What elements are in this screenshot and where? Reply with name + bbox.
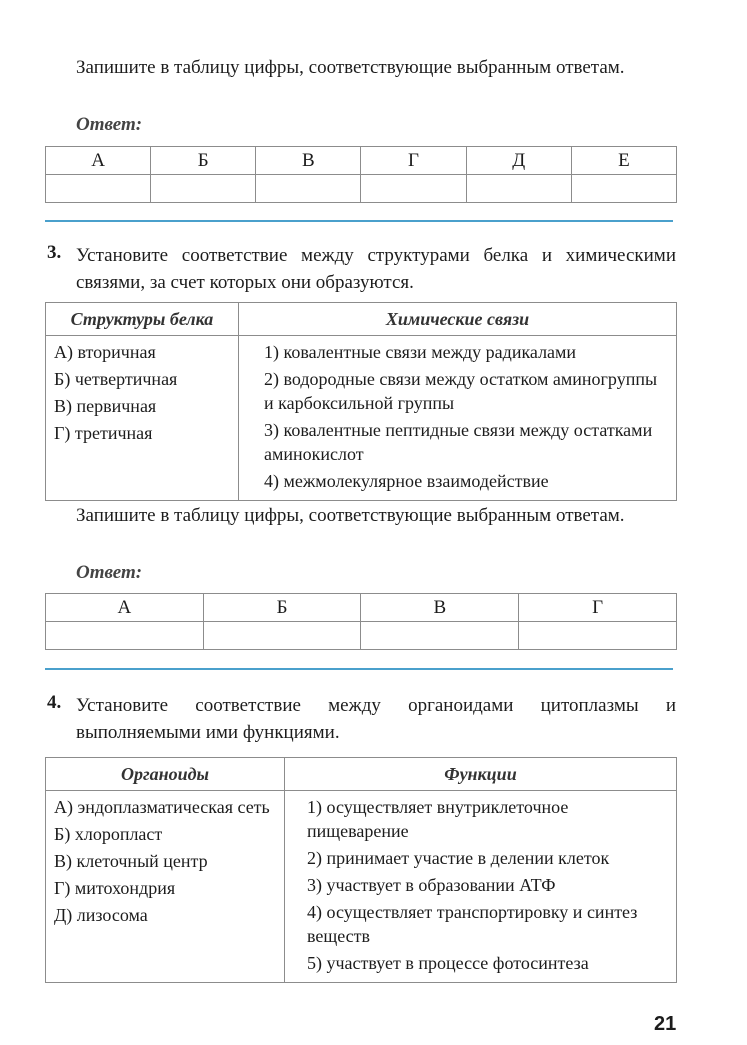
list-item: 1) осуществляет внутриклеточное пищеварение	[307, 797, 569, 841]
answer-input-cell[interactable]	[46, 622, 204, 650]
answer-input-cell[interactable]	[571, 175, 676, 203]
answer-label: Ответ:	[76, 114, 143, 135]
answer-header-cell: Е	[571, 147, 676, 175]
answer-input-cell[interactable]	[203, 622, 361, 650]
column-header-organoids: Органоиды	[46, 758, 285, 791]
column-header-bonds: Химические связи	[239, 303, 677, 336]
list-item: 5) участвует в процессе фотосинтеза	[307, 953, 589, 973]
list-item: Г) третичная	[54, 423, 153, 443]
list-item: 4) межмолекулярное взаимодействие	[264, 471, 549, 491]
question-3-matching-table	[45, 302, 677, 501]
answer-header-cell: Б	[151, 147, 256, 175]
answer-header-cell: Д	[466, 147, 571, 175]
question-3-number: 3.	[47, 242, 62, 263]
column-header-structures: Структуры белка	[46, 303, 239, 336]
list-item: В) первичная	[54, 396, 157, 416]
list-item: 1) ковалентные связи между радикалами	[264, 342, 577, 362]
answer-table-1	[45, 146, 677, 203]
divider	[45, 668, 673, 670]
answer-input-cell[interactable]	[361, 622, 519, 650]
answer-header-cell: В	[361, 594, 519, 622]
answer-input-cell[interactable]	[466, 175, 571, 203]
answer-header-cell: А	[46, 594, 204, 622]
list-item: 3) участвует в образовании АТФ	[307, 875, 556, 895]
list-item: А) эндоплазматическая сеть	[54, 797, 270, 817]
answer-table-input-row	[46, 175, 677, 203]
question-4-number: 4.	[47, 692, 62, 713]
answer-header-cell: Г	[519, 594, 677, 622]
answer-table-header-row	[46, 594, 677, 622]
answer-header-cell: Б	[203, 594, 361, 622]
list-item: Д) лизосома	[54, 905, 148, 925]
answer-input-cell[interactable]	[519, 622, 677, 650]
answer-input-cell[interactable]	[256, 175, 361, 203]
left-column	[46, 336, 239, 501]
instruction-text: Запишите в таблицу цифры, соответствующие выбранным ответам.	[76, 505, 625, 526]
left-column	[46, 791, 285, 983]
answer-table-input-row	[46, 622, 677, 650]
answer-table-header-row	[46, 147, 677, 175]
list-item: Б) четвертичная	[54, 369, 178, 389]
list-item: 4) осуществляет транспортировку и синтез веществ	[307, 902, 638, 946]
right-column	[239, 336, 677, 501]
question-4-matching-table	[45, 757, 677, 983]
instruction-text: Запишите в таблицу цифры, соответствующие выбранным ответам.	[76, 57, 625, 78]
right-column	[285, 791, 677, 983]
list-item: А) вторичная	[54, 342, 156, 362]
answer-label: Ответ:	[76, 562, 143, 583]
list-item: Б) хлоропласт	[54, 824, 163, 844]
question-3-text: Установите соответствие между структурами белка и химическими связями, за счет которых они образуются.	[76, 245, 676, 293]
list-item: 3) ковалентные пептидные связи между остатками аминокислот	[264, 420, 653, 464]
question-4-text: Установите соответствие между органоидами цитоплазмы и выполняемыми ими функциями.	[76, 695, 676, 743]
list-item: 2) принимает участие в делении клеток	[307, 848, 610, 868]
answer-header-cell: В	[256, 147, 361, 175]
answer-table-3	[45, 593, 677, 650]
answer-header-cell: А	[46, 147, 151, 175]
list-item: Г) митохондрия	[54, 878, 176, 898]
answer-input-cell[interactable]	[151, 175, 256, 203]
divider	[45, 220, 673, 222]
list-item: В) клеточный центр	[54, 851, 208, 871]
page-number: 21	[654, 1013, 677, 1035]
column-header-functions: Функции	[285, 758, 677, 791]
list-item: 2) водородные связи между остатком аминогруппы и карбоксильной группы	[264, 369, 658, 413]
answer-header-cell: Г	[361, 147, 466, 175]
answer-input-cell[interactable]	[46, 175, 151, 203]
answer-input-cell[interactable]	[361, 175, 466, 203]
